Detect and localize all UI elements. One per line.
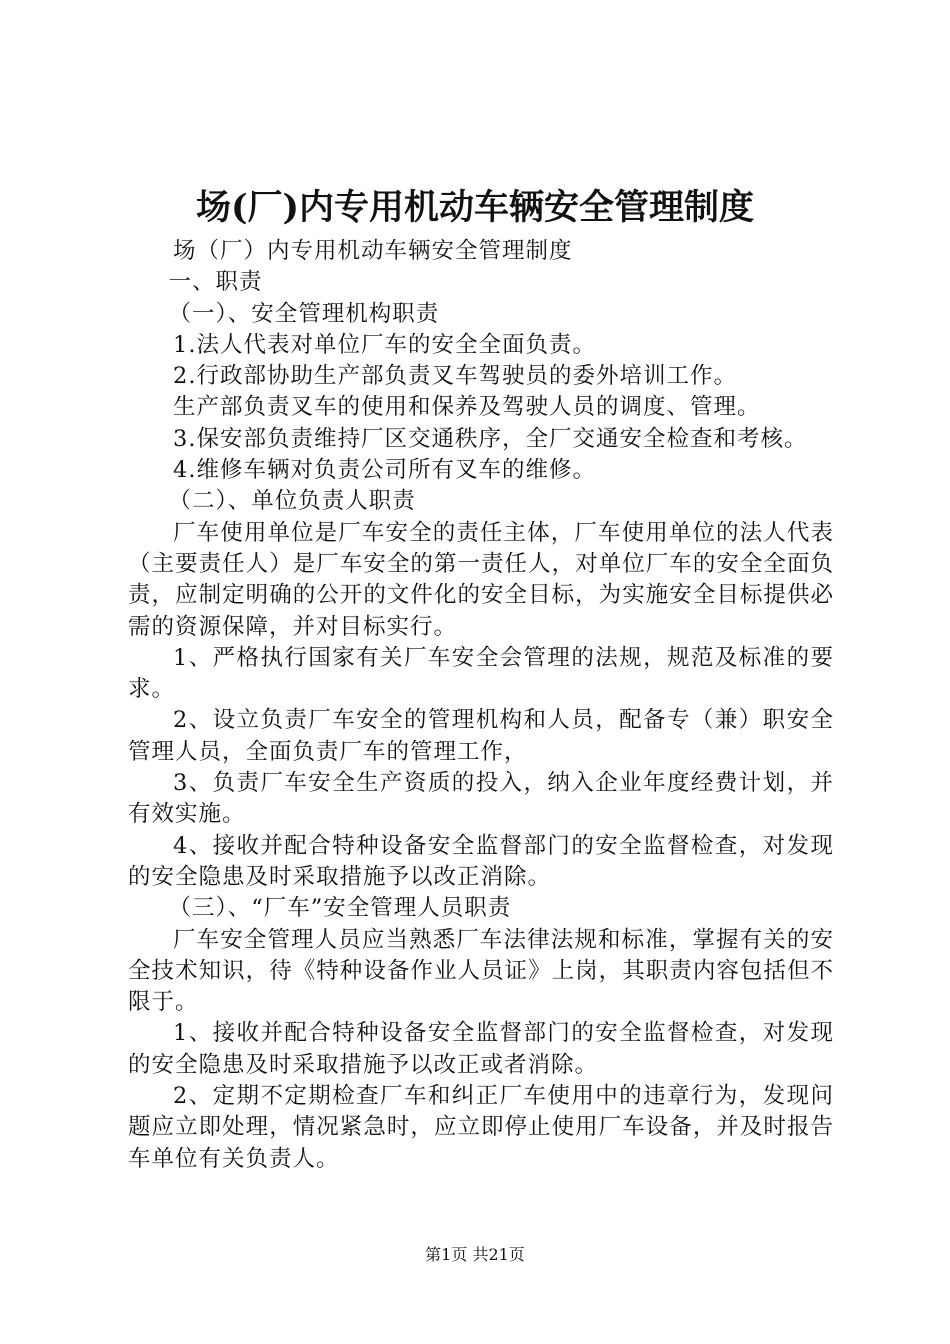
paragraph: 1、接收并配合特种设备安全监督部门的安全监督检查，对发现的安全隐患及时采取措施予以改正或者消除。 [128,1020,834,1078]
subsection-heading: （三）、“厂车”安全管理人员职责 [168,895,512,922]
subsection-heading: （二）、单位负责人职责 [168,488,416,515]
subsection-heading: （一）、安全管理机构职责 [168,300,440,327]
document-body [128,236,834,1175]
paragraph: 4.维修车辆对负责公司所有叉车的维修。 [173,457,596,484]
paragraph: 2、定期不定期检查厂车和纠正厂车使用中的违章行为，发现问题应立即处理，情况紧急时，应立即停止使用厂车设备，并及时报告车单位有关负责人。 [128,1083,834,1172]
paragraph: 1、严格执行国家有关厂车安全会管理的法规，规范及标准的要求。 [128,644,834,703]
paragraph: 厂车使用单位是厂车安全的责任主体，厂车使用单位的法人代表（主要责任人）是厂车安全的第一责任人，对单位厂车的安全全面负责，应制定明确的公开的文件化的安全目标，为实施安全目标提供必需的资源保障，并对目标实行。 [128,519,834,640]
page-title: 场(厂)内专用机动车辆安全管理制度 [195,187,755,228]
paragraph: 2.行政部协助生产部负责叉车驾驶员的委外培训工作。 [173,363,737,390]
doc-subtitle: 场（厂）内专用机动车辆安全管理制度 [173,238,573,264]
paragraph: 厂车安全管理人员应当熟悉厂车法律法规和标准，掌握有关的安全技术知识，待《特种设备作业人员证》上岗，其职责内容包括但不限于。 [128,926,834,1016]
paragraph: 2、设立负责厂车安全的管理机构和人员，配备专（兼）职安全管理人员，全面负责厂车的管理工作， [128,707,834,765]
paragraph: 3.保安部负责维持厂区交通秩序，全厂交通安全检查和考核。 [173,425,808,452]
paragraph: 3、负责厂车安全生产资质的投入，纳入企业年度经费计划，并有效实施。 [128,770,834,828]
paragraph: 生产部负责叉车的使用和保养及驾驶人员的调度、管理。 [173,394,761,421]
page-number: 第1页 共21页 [425,1245,525,1264]
paragraph: 4、接收并配合特种设备安全监督部门的安全监督检查，对发现的安全隐患及时采取措施予以改正消除。 [128,832,834,890]
paragraph: 1.法人代表对单位厂车的安全全面负责。 [173,331,596,358]
section-heading: 一、职责 [168,269,263,296]
